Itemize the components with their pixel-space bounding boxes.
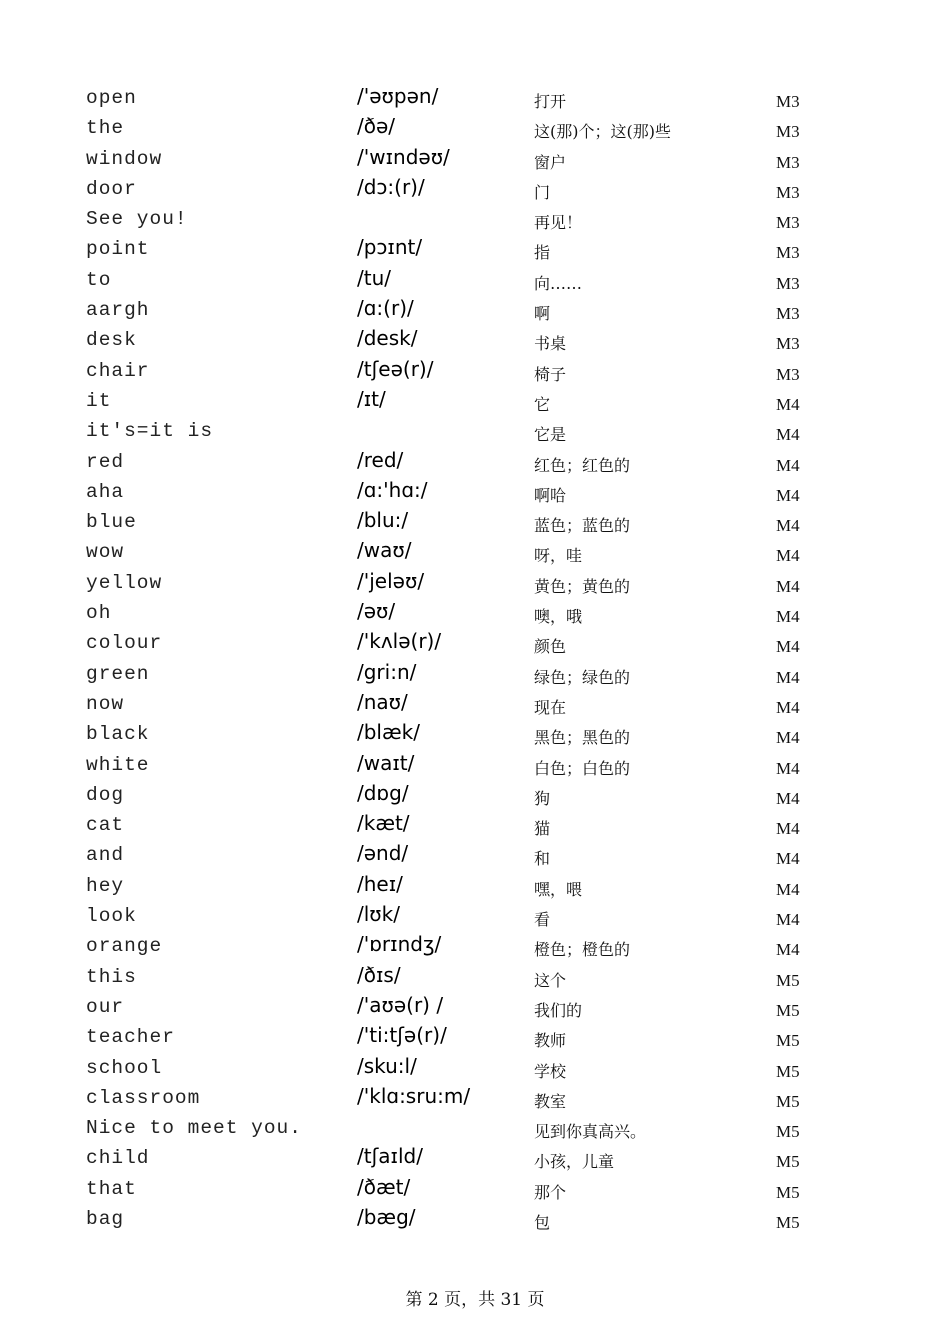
vocab-module: M4	[776, 940, 800, 960]
vocab-module: M3	[776, 273, 800, 293]
vocab-meaning: 它是	[534, 425, 567, 445]
vocab-row	[0, 992, 950, 1022]
vocab-meaning: 啊哈	[534, 485, 567, 505]
vocab-module: M5	[776, 1122, 800, 1142]
vocab-module: M5	[776, 1091, 800, 1111]
vocab-word: green	[86, 662, 150, 685]
vocab-word: wow	[86, 541, 125, 564]
vocab-row	[0, 1022, 950, 1052]
vocab-phonetic: /waɪt/	[357, 750, 415, 775]
vocab-word: our	[86, 995, 125, 1018]
vocab-module: M3	[776, 243, 800, 263]
vocab-module: M5	[776, 1061, 800, 1081]
vocab-phonetic: /lʊk/	[357, 902, 400, 927]
vocab-module: M4	[776, 910, 800, 930]
vocab-word: cat	[86, 814, 125, 837]
vocab-phonetic: /bæg/	[357, 1204, 416, 1229]
vocab-module: M4	[776, 697, 800, 717]
vocab-phonetic: /'ɒrɪndʒ/	[357, 932, 442, 957]
vocab-module: M4	[776, 788, 800, 808]
vocab-phonetic: /'wɪndəʊ/	[357, 144, 450, 169]
vocab-word: window	[86, 147, 163, 170]
vocab-word: bag	[86, 1207, 125, 1230]
vocab-row	[0, 204, 950, 234]
vocab-phonetic: /waʊ/	[357, 538, 412, 563]
vocab-meaning: 小孩，儿童	[534, 1152, 615, 1172]
vocab-phonetic: /ðæt/	[357, 1174, 411, 1199]
vocab-word: yellow	[86, 571, 163, 594]
vocab-word: dog	[86, 783, 125, 806]
vocab-meaning: 再见！	[534, 213, 583, 233]
vocab-phonetic: /'jeləʊ/	[357, 568, 425, 593]
vocab-module: M3	[776, 213, 800, 233]
vocab-meaning: 绿色；绿色的	[534, 667, 631, 687]
vocab-meaning: 黄色；黄色的	[534, 576, 631, 596]
vocab-module: M3	[776, 364, 800, 384]
vocab-meaning: 颜色	[534, 637, 567, 657]
vocab-meaning: 书桌	[534, 334, 567, 354]
vocabulary-list	[0, 83, 950, 1234]
vocab-module: M5	[776, 1182, 800, 1202]
vocab-phonetic: /ɪt/	[357, 386, 386, 411]
vocab-word: white	[86, 753, 150, 776]
vocab-module: M4	[776, 425, 800, 445]
vocab-row	[0, 1143, 950, 1173]
vocab-phonetic: /blæk/	[357, 720, 420, 745]
vocab-meaning: 门	[534, 182, 551, 202]
vocab-word: this	[86, 965, 137, 988]
vocab-row	[0, 113, 950, 143]
vocab-row	[0, 659, 950, 689]
vocab-meaning: 白色；白色的	[534, 758, 631, 778]
vocab-word: aargh	[86, 299, 150, 322]
vocab-module: M4	[776, 879, 800, 899]
vocab-meaning: 这个	[534, 970, 567, 990]
vocab-row	[0, 234, 950, 264]
vocab-row	[0, 1204, 950, 1234]
vocab-row	[0, 1174, 950, 1204]
vocab-module: M4	[776, 485, 800, 505]
vocab-module: M5	[776, 1000, 800, 1020]
vocab-meaning: 那个	[534, 1182, 567, 1202]
vocab-phonetic: /kæt/	[357, 811, 410, 836]
vocab-meaning: 现在	[534, 697, 567, 717]
vocab-row	[0, 598, 950, 628]
vocab-row	[0, 901, 950, 931]
vocab-meaning: 窗户	[534, 152, 567, 172]
vocab-meaning: 看	[534, 910, 551, 930]
vocab-row	[0, 325, 950, 355]
vocab-meaning: 指	[534, 243, 551, 263]
vocab-phonetic: /ənd/	[357, 841, 409, 866]
vocab-row	[0, 962, 950, 992]
vocab-phonetic: /ɑ:'hɑ:/	[357, 477, 428, 502]
vocab-module: M4	[776, 637, 800, 657]
vocab-row	[0, 931, 950, 961]
vocab-word: orange	[86, 935, 163, 958]
vocab-row	[0, 295, 950, 325]
vocab-meaning: 学校	[534, 1061, 567, 1081]
vocab-meaning: 黑色；黑色的	[534, 728, 631, 748]
vocab-module: M4	[776, 607, 800, 627]
vocab-module: M4	[776, 516, 800, 536]
vocab-meaning: 红色；红色的	[534, 455, 631, 475]
vocab-word: and	[86, 844, 125, 867]
vocab-word: desk	[86, 329, 137, 352]
vocab-row	[0, 144, 950, 174]
vocab-word: colour	[86, 632, 163, 655]
vocab-meaning: 和	[534, 849, 551, 869]
vocab-phonetic: /sku:l/	[357, 1053, 417, 1078]
vocab-row	[0, 477, 950, 507]
page-number: 第 2 页，共 31 页	[405, 1290, 545, 1310]
vocab-phonetic: /dɔ:(r)/	[357, 174, 425, 199]
vocab-meaning: 向……	[534, 273, 583, 293]
vocab-row	[0, 568, 950, 598]
vocab-meaning: 噢，哦	[534, 607, 583, 627]
vocab-module: M4	[776, 394, 800, 414]
vocab-module: M5	[776, 970, 800, 990]
vocab-word: school	[86, 1056, 163, 1079]
vocab-meaning: 橙色；橙色的	[534, 940, 631, 960]
vocab-row	[0, 840, 950, 870]
vocab-phonetic: /dɒg/	[357, 780, 409, 805]
vocab-row	[0, 356, 950, 386]
vocab-word: oh	[86, 602, 112, 625]
vocab-meaning: 教室	[534, 1091, 567, 1111]
vocab-word: now	[86, 692, 125, 715]
vocab-row	[0, 174, 950, 204]
vocab-meaning: 包	[534, 1212, 551, 1232]
vocab-module: M5	[776, 1031, 800, 1051]
vocab-module: M3	[776, 92, 800, 111]
vocab-module: M4	[776, 758, 800, 778]
vocab-word: the	[86, 117, 125, 140]
vocab-row	[0, 810, 950, 840]
vocab-meaning: 猫	[534, 819, 551, 839]
vocab-phonetic: /ðə/	[357, 114, 396, 139]
vocab-row	[0, 628, 950, 658]
vocab-phonetic: /tʃeə(r)/	[357, 356, 434, 381]
vocab-phonetic: /tu/	[357, 265, 391, 290]
vocab-meaning: 啊	[534, 304, 551, 324]
vocab-row	[0, 1113, 950, 1143]
vocab-phonetic: /əʊ/	[357, 599, 396, 624]
vocab-phonetic: /naʊ/	[357, 689, 408, 714]
vocab-row	[0, 416, 950, 446]
vocab-phonetic: /heɪ/	[357, 871, 403, 896]
vocab-word: it's=it is	[86, 420, 214, 443]
vocab-phonetic: /'əʊpən/	[357, 84, 439, 108]
vocab-word: open	[86, 87, 137, 109]
vocab-module: M4	[776, 546, 800, 566]
vocab-word: Nice to meet you.	[86, 1117, 302, 1140]
vocab-word: blue	[86, 511, 137, 534]
vocab-phonetic: /'ti:tʃə(r)/	[357, 1023, 447, 1048]
vocab-module: M4	[776, 576, 800, 596]
vocab-row	[0, 750, 950, 780]
vocab-word: red	[86, 450, 125, 473]
vocab-phonetic: /ðɪs/	[357, 962, 401, 987]
vocab-meaning: 打开	[534, 92, 567, 111]
vocab-word: See you!	[86, 208, 188, 231]
vocab-module: M5	[776, 1152, 800, 1172]
vocab-phonetic: /pɔɪnt/	[357, 235, 423, 260]
vocab-phonetic: /'klɑ:sru:m/	[357, 1083, 471, 1108]
vocab-module: M4	[776, 455, 800, 475]
vocab-phonetic: /blu:/	[357, 508, 409, 533]
vocab-row	[0, 689, 950, 719]
vocab-phonetic: /ɑ:(r)/	[357, 296, 414, 321]
vocab-meaning: 呀，哇	[534, 546, 583, 566]
vocab-phonetic: /'aʊə(r) /	[357, 992, 444, 1017]
vocab-word: it	[86, 389, 112, 412]
vocab-phonetic: /gri:n/	[357, 659, 417, 684]
vocab-meaning: 教师	[534, 1031, 567, 1051]
vocab-word: door	[86, 177, 137, 200]
vocab-row	[0, 386, 950, 416]
vocab-meaning: 嘿，喂	[534, 879, 583, 899]
vocab-meaning: 它	[534, 394, 551, 414]
vocab-word: that	[86, 1177, 137, 1200]
vocab-module: M3	[776, 304, 800, 324]
vocab-row	[0, 780, 950, 810]
vocab-word: teacher	[86, 1026, 175, 1049]
vocab-word: look	[86, 905, 137, 928]
vocab-meaning: 这(那)个；这(那)些	[534, 122, 671, 142]
vocab-row	[0, 719, 950, 749]
vocab-phonetic: /'kʌlə(r)/	[357, 629, 442, 654]
vocab-meaning: 蓝色；蓝色的	[534, 516, 631, 536]
vocab-word: classroom	[86, 1086, 201, 1109]
vocab-meaning: 狗	[534, 788, 551, 808]
vocab-word: child	[86, 1147, 150, 1170]
vocab-module: M4	[776, 667, 800, 687]
vocab-phonetic: /red/	[357, 447, 404, 472]
vocab-module: M4	[776, 849, 800, 869]
vocab-phonetic: /tʃaɪld/	[357, 1144, 423, 1169]
vocab-row	[0, 537, 950, 567]
vocab-module: M3	[776, 152, 800, 172]
vocab-word: aha	[86, 480, 125, 503]
vocab-row	[0, 507, 950, 537]
vocab-module: M3	[776, 182, 800, 202]
vocab-module: M3	[776, 334, 800, 354]
vocab-word: hey	[86, 874, 125, 897]
vocab-row	[0, 265, 950, 295]
vocab-module: M5	[776, 1212, 800, 1232]
vocab-module: M3	[776, 122, 800, 142]
vocab-word: to	[86, 268, 112, 291]
vocab-row	[0, 871, 950, 901]
vocab-row	[0, 1053, 950, 1083]
vocab-word: point	[86, 238, 150, 261]
vocab-row	[0, 1083, 950, 1113]
vocab-meaning: 椅子	[534, 364, 567, 384]
vocab-meaning: 我们的	[534, 1000, 583, 1020]
vocab-module: M4	[776, 728, 800, 748]
vocab-phonetic: /desk/	[357, 326, 418, 351]
vocab-word: black	[86, 723, 150, 746]
vocab-row	[0, 447, 950, 477]
vocab-meaning: 见到你真高兴。	[534, 1122, 647, 1142]
vocab-row	[0, 83, 950, 113]
vocab-word: chair	[86, 359, 150, 382]
vocab-module: M4	[776, 819, 800, 839]
